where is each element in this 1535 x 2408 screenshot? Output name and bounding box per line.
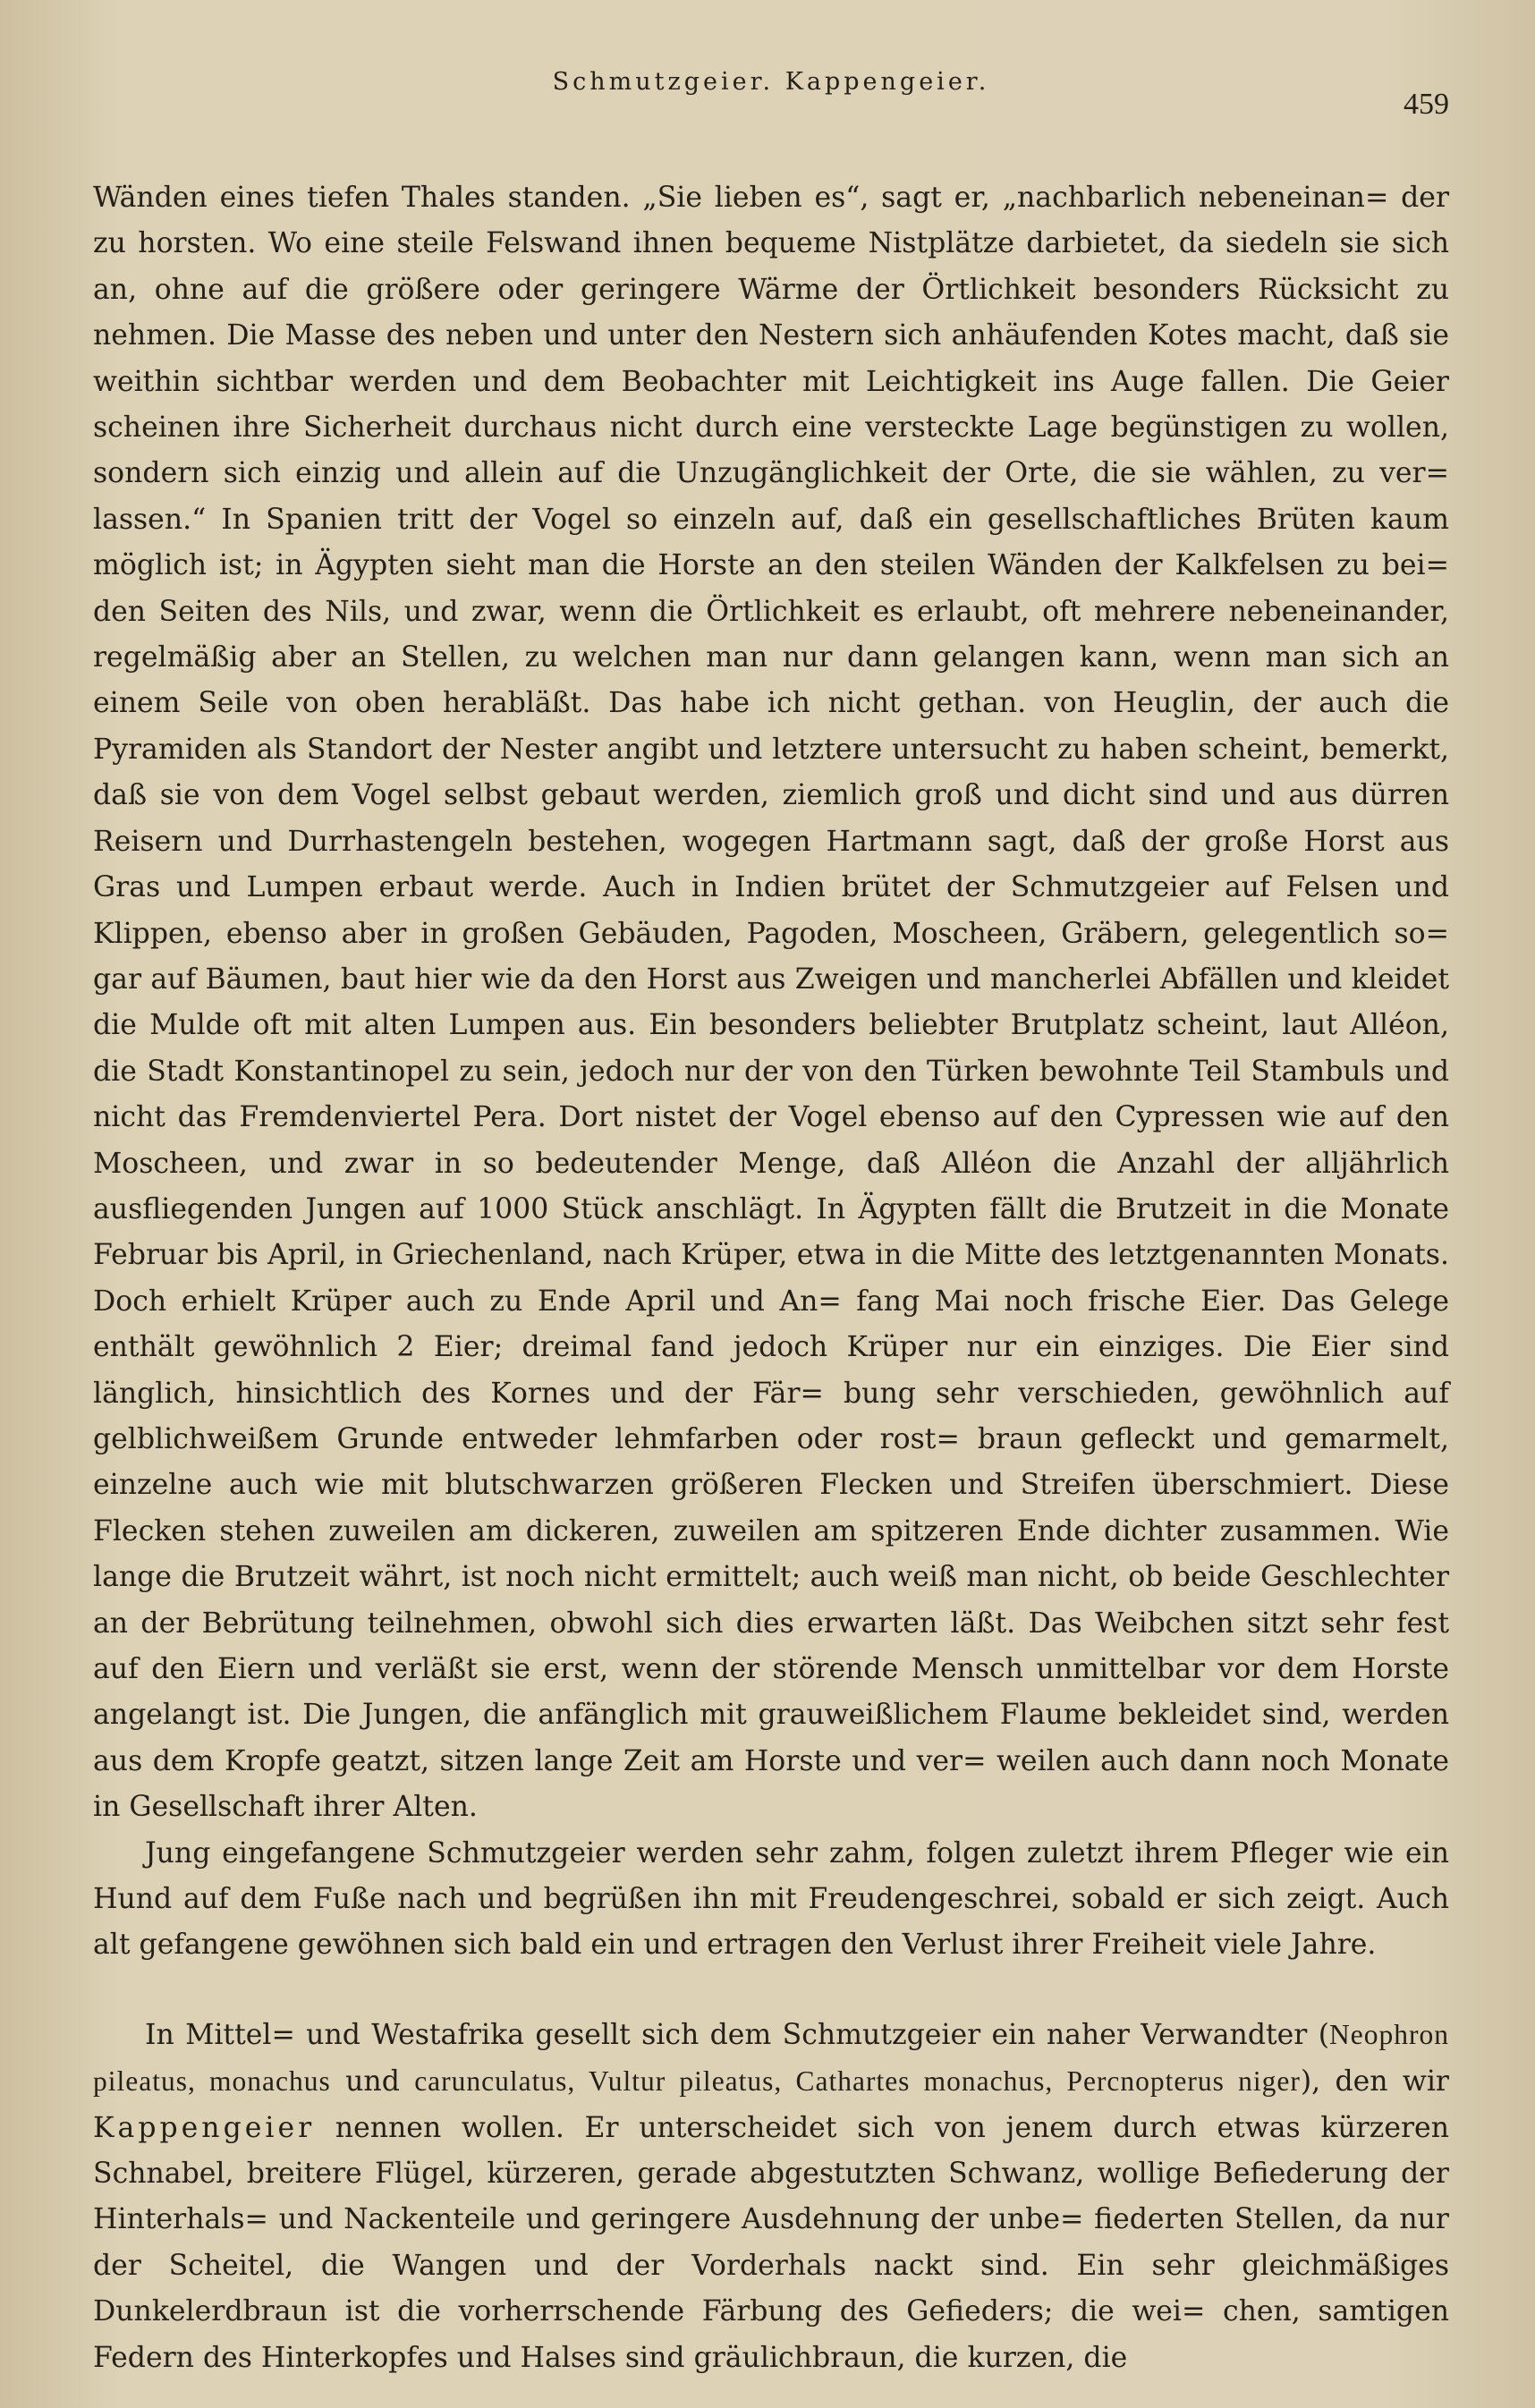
paragraph-captivity: Jung eingefangene Schmutzgeier werden sehr zahm, folgen zuletzt ihrem Pfleger wie ein Hund auf dem Fuße nach und begrüßen ihn mit Freudengeschrei, sobald er sich zeigt. Auch alt gefangene gewöhnen sich bald ein und ertragen den Verlust ihrer Freiheit viele Jahre. (93, 1836, 1449, 1962)
paragraph-nesting: Wänden eines tiefen Thales standen. „Sie lieben es“, sagt er, „nachbarlich nebeneinan= der zu horsten. Wo eine steile Felswand ihnen bequeme Nistplätze darbietet, da siedeln sie sich an, ohne auf die größere oder geringere Wärme der Örtlichkeit besonders Rücksicht zu nehmen. Die Masse des neben und unter den Nestern sich anhäufenden Kotes macht, daß sie weithin sichtbar werden und dem Beobachter mit Leichtigkeit ins Auge fallen. Die Geier scheinen ihre Sicherheit durchaus nicht durch eine versteckte Lage begünstigen zu wollen, sondern sich einzig und allein auf die Unzugänglichkeit der Orte, die sie wählen, zu ver= lassen.“ In Spanien tritt der Vogel so einzeln auf, daß ein gesellschaftliches Brüten kaum möglich ist; in Ägypten sieht man die Horste an den steilen Wänden der Kalkfelsen zu bei= den Seiten des Nils, und zwar, wenn die Örtlichkeit es erlaubt, oft mehrere nebeneinander, regelmäßig aber an Stellen, zu welchen man nur dann gelangen kann, wenn man sich an einem Seile von oben herabläßt. Das habe ich nicht gethan. von Heuglin, der auch die Pyramiden als Standort der Nester angibt und letztere untersucht zu haben scheint, bemerkt, daß sie von dem Vogel selbst gebaut werden, ziemlich groß und dicht sind und aus dürren Reisern und Durrhastengeln bestehen, wogegen Hartmann sagt, daß der große Horst aus Gras und Lumpen erbaut werde. Auch in Indien brütet der Schmutzgeier auf Felsen und Klippen, ebenso aber in großen Gebäuden, Pagoden, Moscheen, Gräbern, gelegentlich so= gar auf Bäumen, baut hier wie da den Horst aus Zweigen und mancherlei Abfällen und kleidet die Mulde oft mit alten Lumpen aus. Ein besonders beliebter Brutplatz scheint, laut Alléon, die Stadt Konstantinopel zu sein, jedoch nur der von den Türken bewohnte Teil Stambuls und nicht das Fremdenviertel Pera. Dort nistet der Vogel ebenso auf den Cypressen wie auf den Moscheen, und zwar in so bedeutender Menge, daß Alléon die Anzahl der alljährlich ausfliegenden Jungen auf 1000 Stück anschlägt. In Ägypten fällt die Brutzeit in die Monate Februar bis April, in Griechenland, nach Krüper, etwa in die Mitte des letztgenannten Monats. Doch erhielt Krüper auch zu Ende April und An= fang Mai noch frische Eier. Das Gelege enthält gewöhnlich 2 Eier; dreimal fand jedoch Krüper nur ein einziges. Die Eier sind länglich, hinsichtlich des Kornes und der Fär= bung sehr verschieden, gewöhnlich auf gelblichweißem Grunde entweder lehmfarben oder rost= braun gefleckt und gemarmelt, einzelne auch wie mit blutschwarzen größeren Flecken und Streifen überschmiert. Diese Flecken stehen zuweilen am dickeren, zuweilen am spitzeren Ende dichter zusammen. Wie lange die Brutzeit währt, ist noch nicht ermittelt; auch weiß man nicht, ob beide Geschlechter an der Bebrütung teilnehmen, obwohl sich dies erwarten läßt. Das Weibchen sitzt sehr fest auf den Eiern und verläßt sie erst, wenn der störende Mensch unmittelbar vor dem Horste angelangt ist. Die Jungen, die anfänglich mit grauweißlichem Flaume bekleidet sind, werden aus dem Kropfe geatzt, sitzen lange Zeit am Horste und ver= weilen auch dann noch Monate in Gesellschaft ihrer Alten. (93, 182, 1449, 1824)
page-number: 459 (1404, 88, 1449, 121)
latin-name: Neophron pileatus, monachus (93, 2018, 1449, 2098)
paragraph-kappengeier (93, 2012, 1449, 2381)
text-segment: nennen wollen. Er unterscheidet sich von jenem durch etwas kürzeren Schnabel, breitere Flügel, kürzeren, gerade abgestutzten Schwanz, wollige Befiederung der Hinterhals= und Nackenteile und geringere Ausdehnung der unbe= fiederten Stellen, da nur der Scheitel, die Wangen und der Vorderhals nackt sind. Ein sehr gleichmäßiges Dunkelerdbraun ist die vorherrschende Färbung des Gefieders; die wei= chen, samtigen Federn des Hinterkopfes und Halses sind gräulichbraun, die kurzen, die (93, 2111, 1449, 2374)
text-segment: ), den wir (1300, 2065, 1449, 2099)
latin-name: carunculatus, Vultur pileatus, Cathartes monachus, Percnopterus niger (414, 2065, 1301, 2098)
text-segment: In Mittel= und Westafrika gesellt sich dem Schmutzgeier ein naher Verwandter ( (145, 2018, 1330, 2051)
running-head: Schmutzgeier. Kappengeier. (552, 68, 990, 96)
species-name: Kappengeier (93, 2111, 316, 2144)
text-segment: und (330, 2065, 415, 2099)
page-header (93, 55, 1449, 121)
body-text (93, 175, 1449, 2381)
